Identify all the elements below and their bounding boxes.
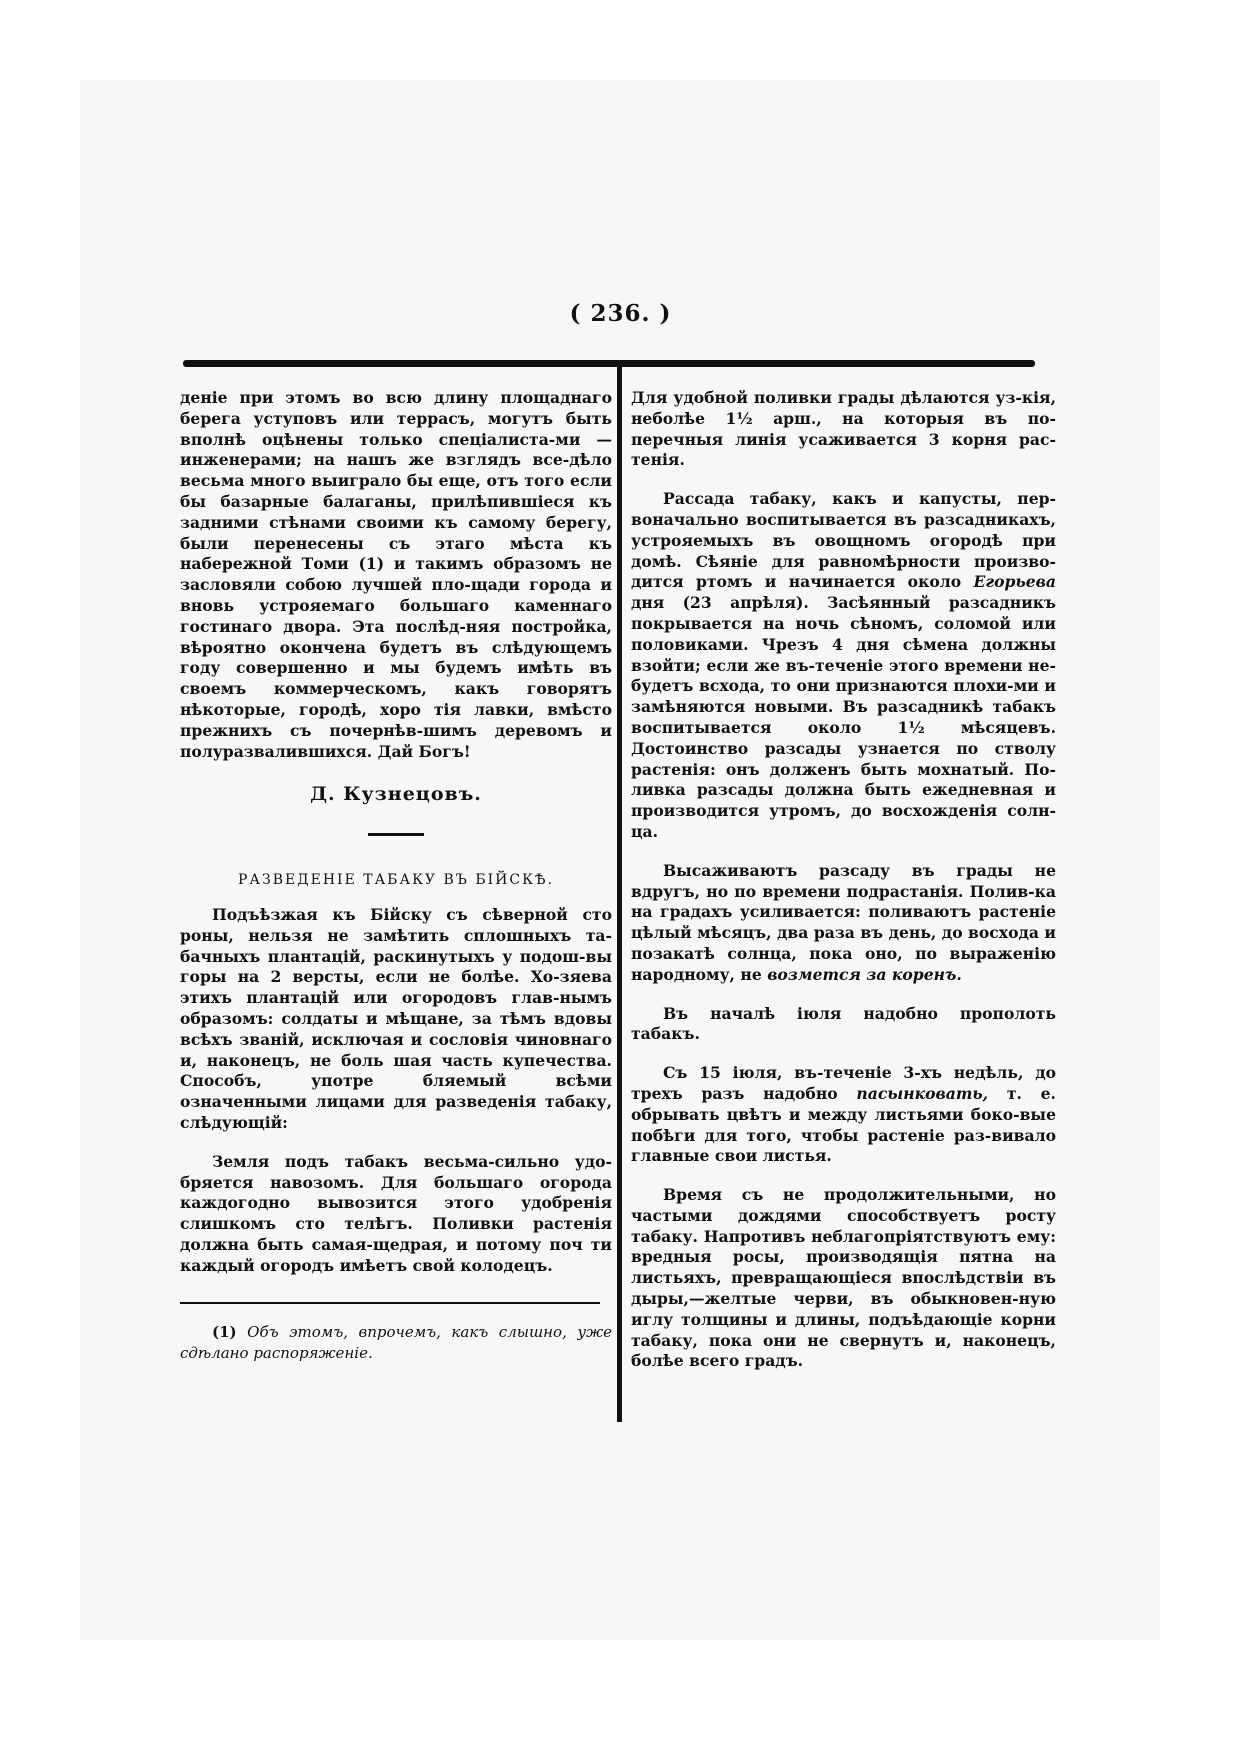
header-rule xyxy=(183,360,1035,367)
right-paragraph-6: Время съ не продолжительными, но частыми дождями способствуетъ росту табаку. Напротивъ неблагопріятствуютъ ему: вредныя росы, производящія пятна на листьяхъ, превращающіеся впослѣдствіи въ дыры,—желтые черви, въ обыкновен-ную иглу толщины и длины, подъѣдающіе корни табаку, пока они не свернутъ и, наконецъ, болѣе всего градъ. xyxy=(631,1185,1056,1371)
article-title: РАЗВЕДЕНІЕ ТАБАКУ ВЪ БІЙСКѢ. xyxy=(237,872,555,889)
right-paragraph-4: Въ началѣ іюля надобно прополоть табакъ. xyxy=(631,1003,1056,1044)
page-number: ( 236. ) xyxy=(569,300,672,327)
right-paragraph-2 xyxy=(631,489,1056,843)
right-paragraph-2-rest: дня (23 апрѣля). Засѣянный разсадникъ покрывается на ночь сѣномъ, соломой или половиками. Чрезъ 4 дня сѣмена должны взойти; если же въ-теченіе этого времени не-будетъ всхода, то они признаются плохи-ми и замѣняются новыми. Въ разсадникѣ табакъ воспитывается около 1½ мѣсяцевъ. Достоинство разсады узнается по стволу растенія: онъ долженъ быть мохнатый. По-ливка разсады должна быть ежедневная и производится утромъ, до восхожденія солн-ца. xyxy=(631,593,1056,841)
right-paragraph-3-text: Высаживаютъ разсаду въ грады не вдругъ, но по времени подрастанія. Полив-ка на градахъ усиливается: поливаютъ растеніе цѣлый мѣсяцъ, два раза въ день, до восхода и позакатѣ солнца, пока оно, по выраженію народному, не xyxy=(631,860,1056,984)
left-paragraph-1: деніе при этомъ во всю длину площаднаго берега уступовъ или террасъ, могутъ быть вполнѣ оцѣнены только спеціалиста-ми — инженерами; на нашъ же взглядъ все-дѣло весьма много выиграло бы еще, отъ того если бы базарные балаганы, прилѣпившіеся къ задними стѣнами своими къ самому берегу, были перенесены съ этаго мѣста къ набережной Томи (1) и такимъ образомъ не засловяли собою лучшей пло-щади города и вновь устрояемаго большаго каменнаго гостинаго двора. Эта послѣд-няя постройка, вѣроятно окончена будетъ въ слѣдующемъ году совершенно и мы будемъ имѣть въ своемъ коммерческомъ, какъ говорятъ нѣкоторые, городѣ, хоро тія лавки, вмѣсто прежнихъ съ почернѣв-шимъ деревомъ и полуразвалившихся. Дай Богъ! xyxy=(180,388,612,761)
right-paragraph-1: Для удобной поливки грады дѣлаются уз-кія, неболѣе 1½ арш., на которыя въ по-перечныя линія усаживается 3 корня рас-тенія. xyxy=(631,388,1056,470)
right-paragraph-2-emphasis: Егорьева xyxy=(973,572,1057,592)
right-paragraph-3-emphasis: возметcя за коренъ. xyxy=(767,964,962,984)
left-column xyxy=(180,388,612,1364)
right-paragraph-5-emphasis: пасынковать, xyxy=(856,1083,989,1103)
left-paragraph-2: Подъѣзжая къ Бійску съ сѣверной сто роны, нельзя не замѣтить сплошныхъ та-бачныхъ плантацій, раскинутыхъ у подош-вы горы на 2 версты, если не болѣе. Хо-зяева этихъ плантацій или огородовъ глав-нымъ образомъ: солдаты и мѣщане, за тѣмъ вдовы всѣхъ званій, исключая и сословія чиновнаго и, наконецъ, не боль шая часть купечества. Способъ, употре бляемый всѣми означенными лицами для разведенія табаку, слѣдующій: xyxy=(180,904,612,1132)
right-paragraph-5-rest: т. е. обрывать цвѣтъ и между листьями боко-вые побѣги для того, чтобы растеніе раз-вивало главные свои листья. xyxy=(631,1083,1056,1166)
left-paragraph-3: Земля подъ табакъ весьма-сильно удо-бряется навозомъ. Для большаго огорода каждогодно вывозится этого удобренія слишкомъ сто телѣгъ. Поливки растенія должна быть самая-щедрая, и потому поч ти каждый огородъ имѣетъ свой колодецъ. xyxy=(180,1151,612,1275)
right-paragraph-3 xyxy=(631,861,1056,986)
right-paragraph-2-text: Рассада табаку, какъ и капусты, пер-воначально воспитывается въ разсадникахъ, устрояемыхъ въ овощномъ огородѣ при домѣ. Сѣяніе для равномѣрности произво-дится ртомъ и начинается около xyxy=(631,489,1056,592)
right-paragraph-5 xyxy=(631,1063,1056,1167)
footnote-marker: (1) xyxy=(212,1323,237,1342)
section-divider xyxy=(368,833,424,836)
author-signature: Д. Кузнецовъ. xyxy=(310,783,482,806)
column-divider xyxy=(617,367,622,1422)
right-paragraph-5-text: Съ 15 іюля, въ-теченіе 3-хъ недѣль, до трехъ разъ надобно xyxy=(631,1063,1056,1103)
right-column xyxy=(631,388,1056,1372)
footnote-text: Объ этомъ, впрочемъ, какъ слышно, уже сдѣлано распоряженіе. xyxy=(180,1323,612,1363)
footnote-rule xyxy=(180,1302,600,1304)
footnote xyxy=(180,1322,612,1364)
